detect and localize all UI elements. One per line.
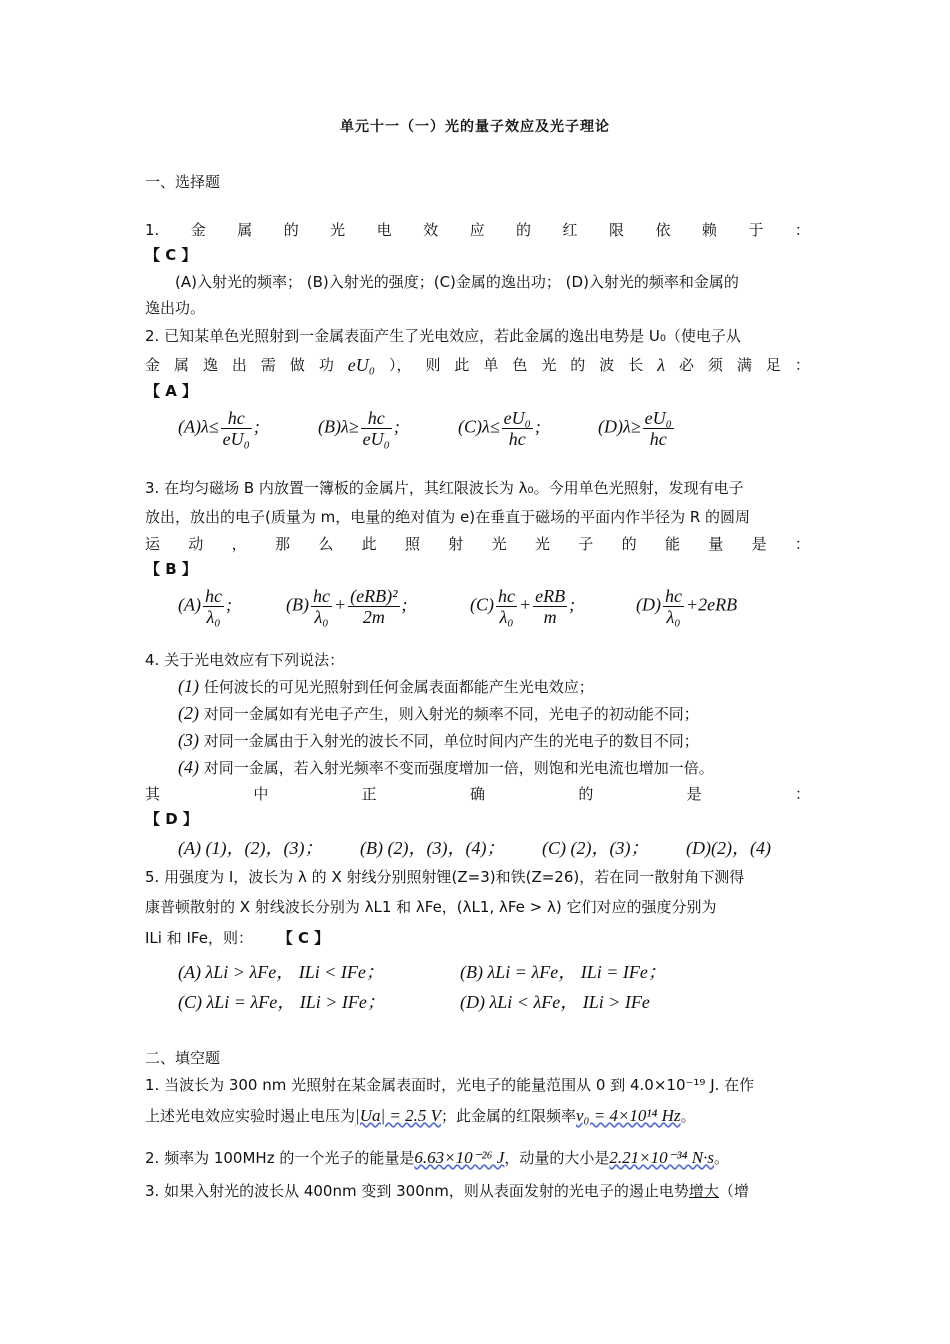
q4-statement-4: (4) 对同一金属，若入射光频率不变而强度增加一倍，则饱和光电流也增加一倍。 <box>178 757 714 777</box>
q5-line1: 5. 用强度为 I，波长为 λ 的 X 射线分别照射锂(Z=3)和铁(Z=26)，若在同一散射角下测得 <box>145 868 745 886</box>
q1-char: 效 <box>423 221 439 239</box>
q1-char: 电 <box>376 221 392 239</box>
q4-line6: 其 中 正 确 的 是 ： <box>145 785 810 803</box>
q1-options: (A)入射光的频率； (B)入射光的强度；(C)金属的逸出功； (D)入射光的频率和金属的 <box>175 273 739 291</box>
q5-option-a: (A) λLi > λFe， ILi < IFe； <box>178 962 384 982</box>
q2-char: 则 <box>425 356 441 374</box>
q2-char: 的 <box>570 356 586 374</box>
q1-char: 限 <box>608 221 624 239</box>
q1-char: 属 <box>237 221 253 239</box>
q5-line2: 康普顿散射的 X 射线波长分别为 λL1 和 λFe，(λL1, λFe > λ) 它们对应的强度分别为 <box>145 898 717 916</box>
q2-char: 满 <box>736 356 752 374</box>
q2-answer: 【 A 】 <box>145 382 198 400</box>
q4-answer: 【 D 】 <box>145 810 198 828</box>
q1-stem <box>145 219 810 241</box>
section-choice-heading: 一、选择题 <box>145 173 221 191</box>
q5-answer: 【 C 】 <box>277 929 330 947</box>
q4-option-d: (D)(2)，(4) <box>686 838 771 858</box>
q2-char: 属 <box>173 356 189 374</box>
q2-char: 必 <box>678 356 694 374</box>
q2-char: 出 <box>231 356 247 374</box>
q3-line2: 放出，放出的电子(质量为 m，电量的绝对值为 e)在垂直于磁场的平面内作半径为 R 的圆周 <box>145 508 751 526</box>
q1-char: 的 <box>516 221 532 239</box>
section-fill-heading: 二、填空题 <box>145 1049 221 1067</box>
f1-line2: 上述光电效应实验时遏止电压为|Ua| = 2.5 V；此金属的红限频率ν₀ = 4×10¹⁴ Hz。 <box>145 1106 696 1125</box>
q2-char: 色 <box>512 356 528 374</box>
q2-char: 做 <box>289 356 305 374</box>
q2-char: 长 <box>628 356 644 374</box>
q1-char: 依 <box>655 221 671 239</box>
q2-math-lambda: λ <box>657 355 665 375</box>
q1-options-cont: 逸出功。 <box>145 299 206 317</box>
q4-option-c: (C) (2)，(3)； <box>542 838 649 858</box>
q2-line2 <box>145 354 810 376</box>
f2-answer-1: 6.63×10⁻²⁶ J <box>414 1148 505 1167</box>
q1-number: 1. <box>145 221 160 239</box>
q2-char: 波 <box>599 356 615 374</box>
q5-option-b: (B) λLi = λFe， ILi = IFe； <box>460 962 666 982</box>
q2-math-eu0: eU₀ <box>347 355 376 375</box>
q2-option-a: (A)λ≤ $\frac{hc}{\text{eU₀}}$ ; <box>178 408 260 449</box>
q1-char: ： <box>794 221 810 239</box>
q2-option-d: (D)λ≥ $\frac{\text{eU₀}}{hc}$ <box>598 408 672 449</box>
f1-answer-1: |Ua| = 2.5 V <box>355 1106 441 1125</box>
q2-line1: 2. 已知某单色光照射到一金属表面产生了光电效应，若此金属的逸出电势是 U₀（使电子从 <box>145 327 741 345</box>
q2-char: ）， <box>388 356 412 374</box>
q3-option-c: (C) $\frac{hc}{\text{λ₀}}$ + $\frac{\text{eRB}}{m}$ ; <box>470 586 576 627</box>
f3-answer: 增大 <box>688 1182 719 1200</box>
q3-line1: 3. 在均匀磁场 B 内放置一簿板的金属片，其红限波长为 λ₀。今用单色光照射，发现有电子 <box>145 479 744 497</box>
q2-char: 须 <box>707 356 723 374</box>
q4-option-b: (B) (2)，(3)，(4)； <box>360 838 505 858</box>
q4-statement-3: (3) 对同一金属由于入射光的波长不同，单位时间内产生的光电子的数目不同； <box>178 730 699 750</box>
q2-option-b: (B)λ≥ $\frac{hc}{\text{eU₀}}$ ; <box>318 408 400 449</box>
q2-char: 功 <box>318 356 334 374</box>
f1-line1: 1. 当波长为 300 nm 光照射在某金属表面时，光电子的能量范围从 0 到 4.0×10⁻¹⁹ J. 在作 <box>145 1076 755 1094</box>
q2-char: 金 <box>145 356 161 374</box>
q1-char: 光 <box>330 221 346 239</box>
q2-char: 足 <box>765 356 781 374</box>
q3-answer: 【 B 】 <box>145 560 197 578</box>
q3-line3: 运 动 ， 那 么 此 照 射 光 光 子 的 能 量 是 ： <box>145 535 810 553</box>
q1-char: 的 <box>283 221 299 239</box>
q4-option-a: (A) (1)，(2)，(3)； <box>178 838 323 858</box>
q3-option-b: (B) $\frac{hc}{\text{λ₀}}$ + $\frac{\text{(eRB)²}}{2m}$ ; <box>286 586 408 627</box>
q5-line3: ILi 和 IFe，则： 【 C 】 <box>145 929 330 947</box>
q3-option-d: (D) $\frac{hc}{\text{λ₀}}$ +2eRB <box>636 586 738 627</box>
q4-statement-2: (2) 对同一金属如有光电子产生，则入射光的频率不同，光电子的初动能不同； <box>178 703 699 723</box>
q1-char: 红 <box>562 221 578 239</box>
q3-option-a: (A) $\frac{hc}{\text{λ₀}}$ ; <box>178 586 232 627</box>
q4-line1: 4. 关于光电效应有下列说法： <box>145 651 345 669</box>
q5-option-d: (D) λLi < λFe， ILi > IFe <box>460 992 650 1012</box>
q1-char: 赖 <box>701 221 717 239</box>
q1-answer: 【 C 】 <box>145 246 197 264</box>
q2-char: 此 <box>454 356 470 374</box>
q1-char: 于 <box>748 221 764 239</box>
q4-statement-1: (1) 任何波长的可见光照射到任何金属表面都能产生光电效应； <box>178 676 594 696</box>
f1-answer-2: ν₀ = 4×10¹⁴ Hz <box>576 1106 681 1125</box>
f3-line: 3. 如果入射光的波长从 400nm 变到 300nm，则从表面发射的光电子的遏止电势增大（增 <box>145 1182 749 1200</box>
q2-char: ： <box>794 356 810 374</box>
f2-answer-2: 2.21×10⁻³⁴ N·s <box>609 1148 715 1167</box>
q2-char: 逸 <box>202 356 218 374</box>
q2-option-c: (C)λ≤ $\frac{\text{eU₀}}{hc}$ ; <box>458 408 541 449</box>
page-title: 单元十一（一）光的量子效应及光子理论 <box>340 119 610 135</box>
q1-char: 金 <box>190 221 206 239</box>
q2-char: 单 <box>483 356 499 374</box>
q1-char: 应 <box>469 221 485 239</box>
f2-line: 2. 频率为 100MHz 的一个光子的能量是6.63×10⁻²⁶ J，动量的大小是2.21×10⁻³⁴ N·s。 <box>145 1148 730 1167</box>
q5-option-c: (C) λLi = λFe， ILi > IFe； <box>178 992 385 1012</box>
q2-char: 需 <box>260 356 276 374</box>
q2-char: 光 <box>541 356 557 374</box>
